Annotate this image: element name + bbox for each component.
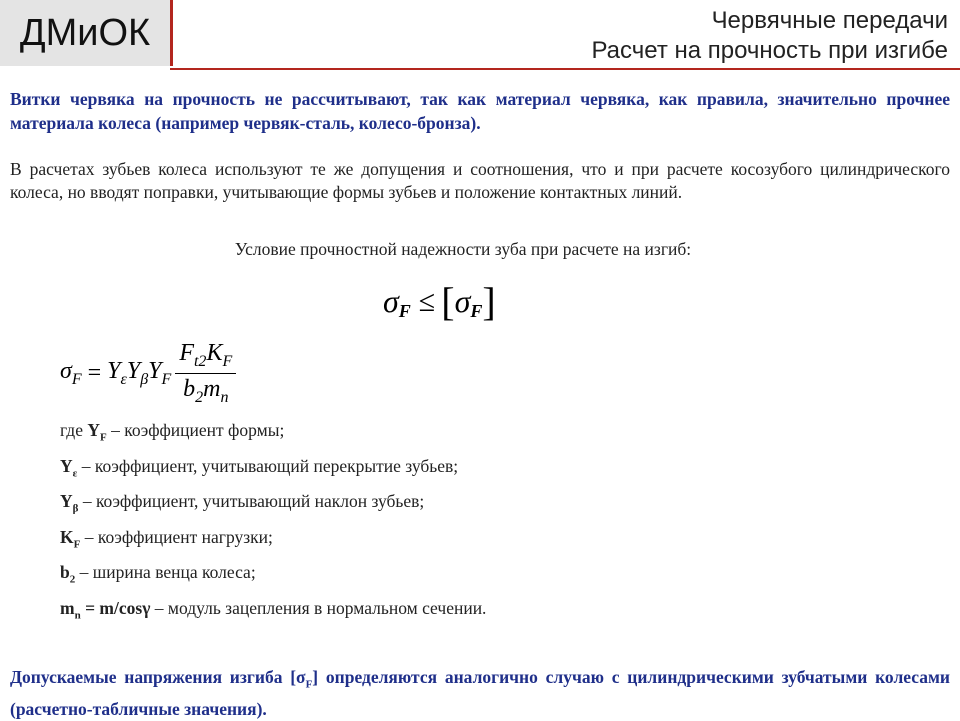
- definition-item: $b_2$ – ширина венца колеса;: [60, 562, 256, 586]
- intro-paragraph: Витки червяка на прочность не рассчитывают, так как материал червяка, как правила, значительно прочнее материала колеса (например червяк-сталь, колесо-бронза).: [10, 89, 950, 133]
- definition-symbol: $m_n$: [60, 597, 81, 621]
- title-line-2: Расчет на прочность при изгибе: [591, 37, 948, 64]
- header-divider: [170, 68, 960, 70]
- definition-item: где $Y_F$ – коэффициент формы;: [60, 420, 285, 444]
- bending-stress-formula: $\sigma_F$ = $Y_\varepsilon Y_\beta Y_F$ $\frac{F_{t2}K_F}{b_2m_n}$: [60, 340, 236, 407]
- definition-symbol: $Y_\varepsilon$: [60, 455, 78, 479]
- definition-item: $K_F$ – коэффициент нагрузки;: [60, 526, 273, 550]
- title-line-1: Червячные передачи: [711, 7, 948, 34]
- definition-symbol: $Y_F$: [87, 420, 107, 444]
- condition-caption: Условие прочностной надежности зуба при расчете на изгиб:: [234, 239, 692, 259]
- definition-item: $Y_\beta$ – коэффициент, учитывающий наклон зубьев;: [60, 491, 425, 515]
- definition-item: $m_n = m/\cos\gamma$ – модуль зацепления в нормальном сечении.: [60, 597, 487, 621]
- strength-condition-formula: σ F ≤ [ σ F ]: [383, 279, 496, 324]
- outro-paragraph: [10, 665, 950, 721]
- definitions-list: [60, 418, 486, 631]
- definition-symbol: $Y_\beta$: [60, 491, 79, 515]
- page-title: [591, 6, 948, 66]
- definition-item: $Y_\varepsilon$ – коэффициент, учитывающий перекрытие зубьев;: [60, 455, 459, 479]
- body-paragraph: В расчетах зубьев колеса используют те же допущения и соотношения, что и при расчете косозубого цилиндрического колеса, но вводят поправки, учитывающие формы зубьев и положение контактных линий.: [10, 159, 950, 202]
- definition-symbol: $b_2$: [60, 562, 76, 586]
- outro-text: Допускаемые напряжения изгиба $[\sigma_F]$ определяются аналогично случаю с цилиндрическими зубчатыми колесами (расчетно-табличные значения).: [10, 667, 950, 719]
- definition-symbol: $K_F$: [60, 526, 81, 550]
- logo: ДМиОК: [0, 0, 173, 66]
